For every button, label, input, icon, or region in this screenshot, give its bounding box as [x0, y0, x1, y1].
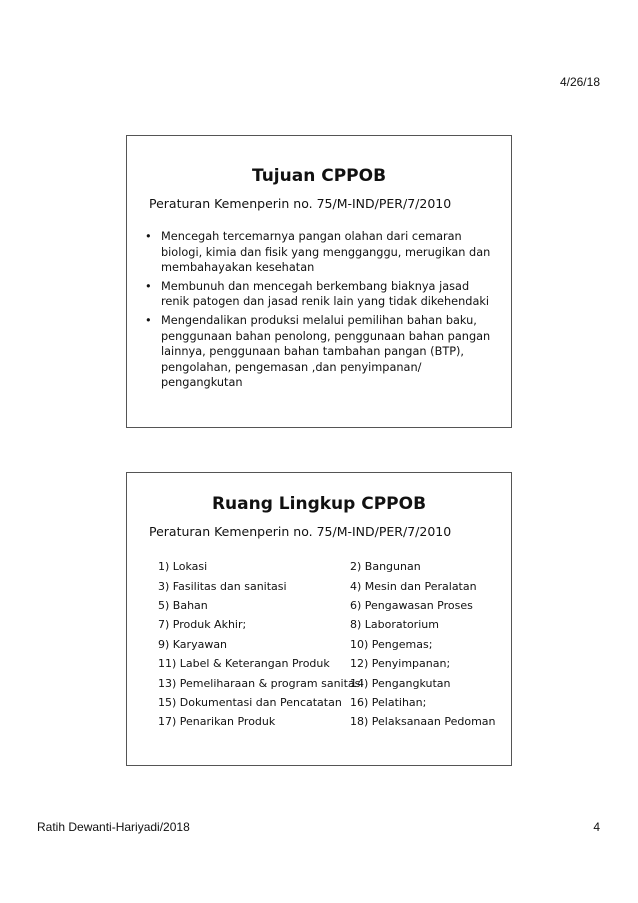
scope-item: 12) Penyimpanan; — [350, 657, 451, 671]
list-item — [158, 635, 511, 654]
list-item — [158, 673, 511, 692]
scope-item: 8) Laboratorium — [350, 618, 439, 632]
scope-item: 7) Produk Akhir; — [158, 618, 247, 632]
bullet-item — [145, 313, 491, 391]
scope-item: 15) Dokumentasi dan Pencatatan — [158, 695, 342, 709]
bullet-item — [145, 229, 491, 276]
scope-item: 10) Pengemas; — [350, 637, 433, 651]
bullet-text: Membunuh dan mencegah berkembang biaknya jasad renik patogen dan jasad renik lain yang tidak dikehendaki — [161, 279, 490, 309]
scope-item: 4) Mesin dan Peralatan — [350, 579, 477, 593]
bullet-icon: • — [145, 313, 152, 327]
list-item — [158, 615, 511, 634]
scope-item: 17) Penarikan Produk — [158, 715, 276, 729]
scope-item: 16) Pelatihan; — [350, 695, 427, 709]
bullet-text: Mencegah tercemarnya pangan olahan dari cemaran biologi, kimia dan fisik yang mengganggu, merugikan dan membahayakan kesehatan — [161, 230, 491, 275]
scope-item: 3) Fasilitas dan sanitasi — [158, 579, 287, 593]
footer-author: Ratih Dewanti-Hariyadi/2018 — [37, 820, 190, 834]
scope-item: 14) Pengangkutan — [350, 676, 451, 690]
scope-item: 5) Bahan — [158, 598, 208, 612]
bullet-list — [127, 229, 511, 391]
slide-subtitle: Peraturan Kemenperin no. 75/M-IND/PER/7/2010 — [149, 524, 452, 539]
bullet-icon: • — [145, 279, 152, 293]
list-item — [158, 654, 511, 673]
bullet-icon: • — [145, 230, 152, 243]
list-item — [158, 712, 511, 731]
scope-item: 6) Pengawasan Proses — [350, 598, 473, 612]
slide-ruang-lingkup — [126, 472, 512, 766]
bullet-text: Mengendalikan produksi melalui pemilihan bahan baku, penggunaan bahan penolong, penggunaan bahan pangan lainnya, penggunaan bahan tambahan pangan (BTP), pengolahan, pengemasan ,dan penyimpanan/ pengangkutan — [161, 313, 491, 390]
page-number: 4 — [593, 820, 600, 834]
slide-title: Ruang Lingkup CPPOB — [211, 494, 427, 514]
scope-item: 18) Pelaksanaan Pedoman — [350, 715, 496, 729]
list-item — [158, 557, 511, 576]
scope-item: 1) Lokasi — [158, 560, 208, 574]
slide-title: Tujuan CPPOB — [251, 166, 387, 186]
slide-subtitle: Peraturan Kemenperin no. 75/M-IND/PER/7/2010 — [149, 196, 452, 211]
scope-item: 2) Bangunan — [350, 560, 421, 574]
scope-item: 13) Pemeliharaan & program sanitasi — [158, 676, 364, 690]
page-date: 4/26/18 — [559, 75, 600, 89]
scope-item: 9) Karyawan — [158, 637, 228, 651]
list-item — [158, 693, 511, 712]
scope-item: 11) Label & Keterangan Produk — [158, 657, 330, 671]
list-item — [158, 576, 511, 595]
scope-list — [158, 557, 511, 732]
bullet-item — [145, 279, 491, 310]
list-item — [158, 596, 511, 615]
slide-tujuan — [126, 135, 512, 428]
